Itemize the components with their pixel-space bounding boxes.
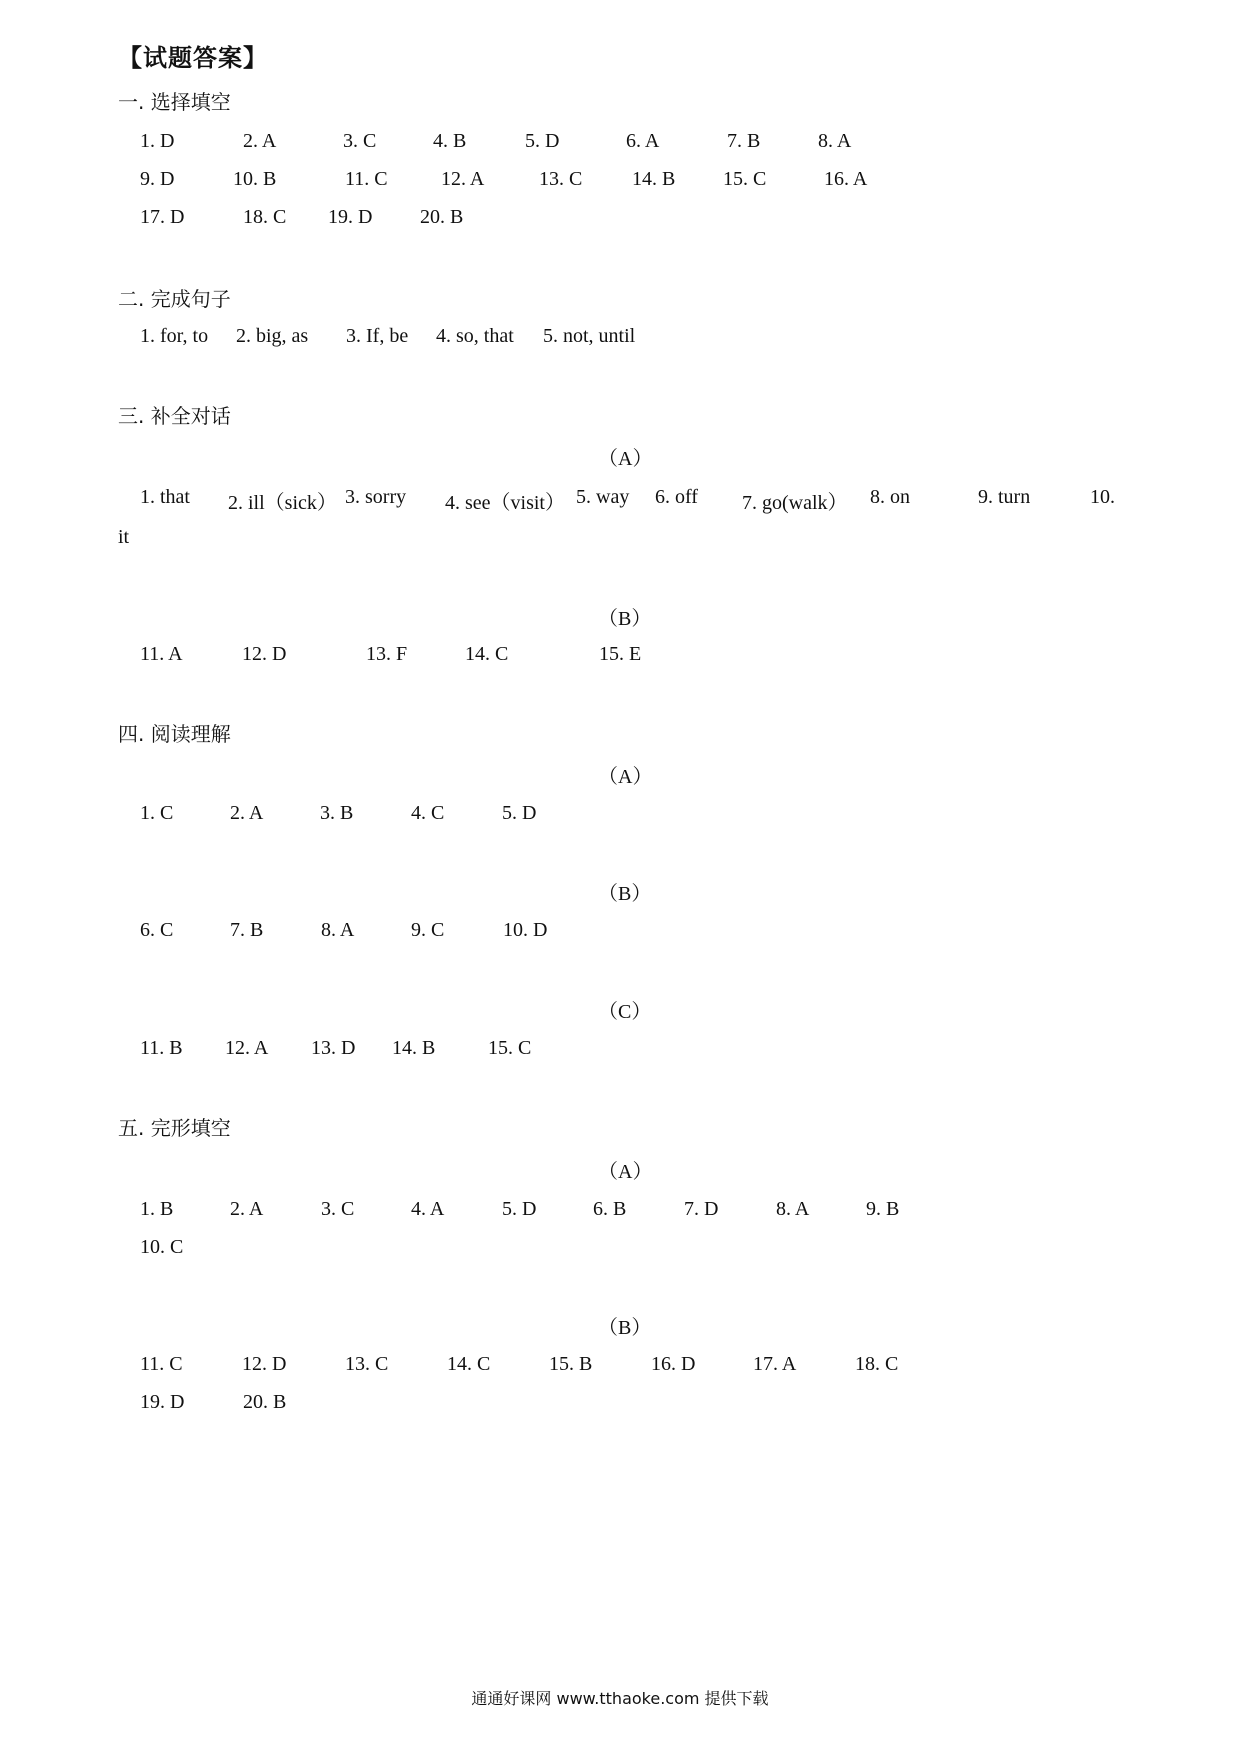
answer-item: 16. A [824, 168, 868, 190]
answer-item: 9. C [411, 919, 445, 941]
answer-row [0, 643, 1240, 673]
answer-item: 19. D [328, 206, 373, 228]
answer-item: 14. B [632, 168, 676, 190]
answer-item: 13. C [345, 1353, 389, 1375]
answer-item: 2. ill（sick） [228, 492, 337, 514]
answer-item: 15. C [723, 168, 767, 190]
answer-row [0, 1353, 1240, 1383]
answer-item: 10. C [140, 1236, 184, 1258]
answer-row [0, 1236, 1240, 1266]
answer-item: 1. B [140, 1198, 174, 1220]
answer-row [0, 206, 1240, 236]
answer-item: 13. C [539, 168, 583, 190]
answer-item: 3. sorry [345, 486, 407, 508]
answer-row [0, 1391, 1240, 1421]
answer-item: 5. not, until [543, 325, 636, 347]
answer-item: 20. B [243, 1391, 287, 1413]
answer-item: 10. [1090, 486, 1115, 508]
answer-item: 20. B [420, 206, 464, 228]
answer-item: 3. If, be [346, 325, 409, 347]
answer-item: 11. B [140, 1037, 183, 1059]
answer-row [0, 1198, 1240, 1228]
answer-item: 7. D [684, 1198, 719, 1220]
answer-item: 12. A [225, 1037, 269, 1059]
answer-item: 13. D [311, 1037, 356, 1059]
answer-item: 17. D [140, 206, 185, 228]
answer-item: 13. F [366, 643, 408, 665]
answer-item: 5. D [502, 1198, 537, 1220]
subsection-label: （B） [598, 608, 652, 630]
answer-item: 2. big, as [236, 325, 309, 347]
answer-item: 5. D [525, 130, 560, 152]
answer-item: 1. C [140, 802, 174, 824]
answer-item: 16. D [651, 1353, 696, 1375]
answer-item: 1. for, to [140, 325, 209, 347]
answer-item: 12. D [242, 643, 287, 665]
answer-item: 4. B [433, 130, 467, 152]
answer-item: 9. turn [978, 486, 1031, 508]
answer-item: 19. D [140, 1391, 185, 1413]
page-footer: 通通好课网 www.tthaoke.com 提供下载 [471, 1689, 769, 1708]
answer-item: 3. C [343, 130, 377, 152]
subsection-label: （B） [598, 883, 652, 905]
section-heading-5: 五. 完形填空 [118, 1116, 231, 1140]
answer-row [0, 325, 1240, 355]
answer-item: 4. C [411, 802, 445, 824]
answer-item: 4. so, that [436, 325, 514, 347]
answer-item: 14. B [392, 1037, 436, 1059]
subsection-label: （A） [598, 448, 653, 470]
answer-row [0, 486, 1240, 516]
answer-item: 15. E [599, 643, 642, 665]
subsection-label: （A） [598, 766, 653, 788]
answer-item: 5. way [576, 486, 630, 508]
answer-item: 1. that [140, 486, 190, 508]
answer-item: 6. A [626, 130, 660, 152]
answer-item: 10. D [503, 919, 548, 941]
answer-item: 8. A [776, 1198, 810, 1220]
answer-item: 18. C [855, 1353, 899, 1375]
answer-row [0, 919, 1240, 949]
answer-item-wrap: it [118, 526, 130, 548]
answer-item: 4. see（visit） [445, 492, 565, 514]
section-heading-2: 二. 完成句子 [118, 287, 231, 311]
answer-item: 14. C [447, 1353, 491, 1375]
answer-row [0, 168, 1240, 198]
answer-item: 6. B [593, 1198, 627, 1220]
subsection-label: （A） [598, 1161, 653, 1183]
answer-item: 2. A [243, 130, 277, 152]
answer-item: 6. off [655, 486, 698, 508]
page-title: 【试题答案】 [118, 46, 268, 72]
answer-item: 2. A [230, 802, 264, 824]
answer-item: 6. C [140, 919, 174, 941]
answer-item: 9. D [140, 168, 175, 190]
answer-item: 9. B [866, 1198, 900, 1220]
answer-row [0, 526, 1240, 556]
answer-item: 7. go(walk） [742, 492, 848, 514]
answer-item: 18. C [243, 206, 287, 228]
answer-row [0, 1037, 1240, 1067]
section-heading-3: 三. 补全对话 [118, 404, 231, 428]
answer-item: 2. A [230, 1198, 264, 1220]
answer-item: 14. C [465, 643, 509, 665]
answer-item: 4. A [411, 1198, 445, 1220]
section-heading-1: 一. 选择填空 [118, 90, 231, 114]
answer-item: 3. B [320, 802, 354, 824]
answer-item: 15. B [549, 1353, 593, 1375]
answer-item: 11. A [140, 643, 183, 665]
answer-item: 11. C [140, 1353, 183, 1375]
answer-row [0, 802, 1240, 832]
answer-item: 8. A [321, 919, 355, 941]
answer-item: 11. C [345, 168, 388, 190]
answer-item: 7. B [727, 130, 761, 152]
answer-item: 8. A [818, 130, 852, 152]
answer-row [0, 130, 1240, 160]
subsection-label: （B） [598, 1317, 652, 1339]
answer-item: 1. D [140, 130, 175, 152]
answer-item: 15. C [488, 1037, 532, 1059]
answer-item: 3. C [321, 1198, 355, 1220]
answer-item: 7. B [230, 919, 264, 941]
answer-item: 10. B [233, 168, 277, 190]
answer-item: 12. A [441, 168, 485, 190]
answer-item: 5. D [502, 802, 537, 824]
section-heading-4: 四. 阅读理解 [118, 722, 231, 746]
subsection-label: （C） [598, 1001, 652, 1023]
answer-item: 8. on [870, 486, 910, 508]
answer-item: 17. A [753, 1353, 797, 1375]
answer-item: 12. D [242, 1353, 287, 1375]
